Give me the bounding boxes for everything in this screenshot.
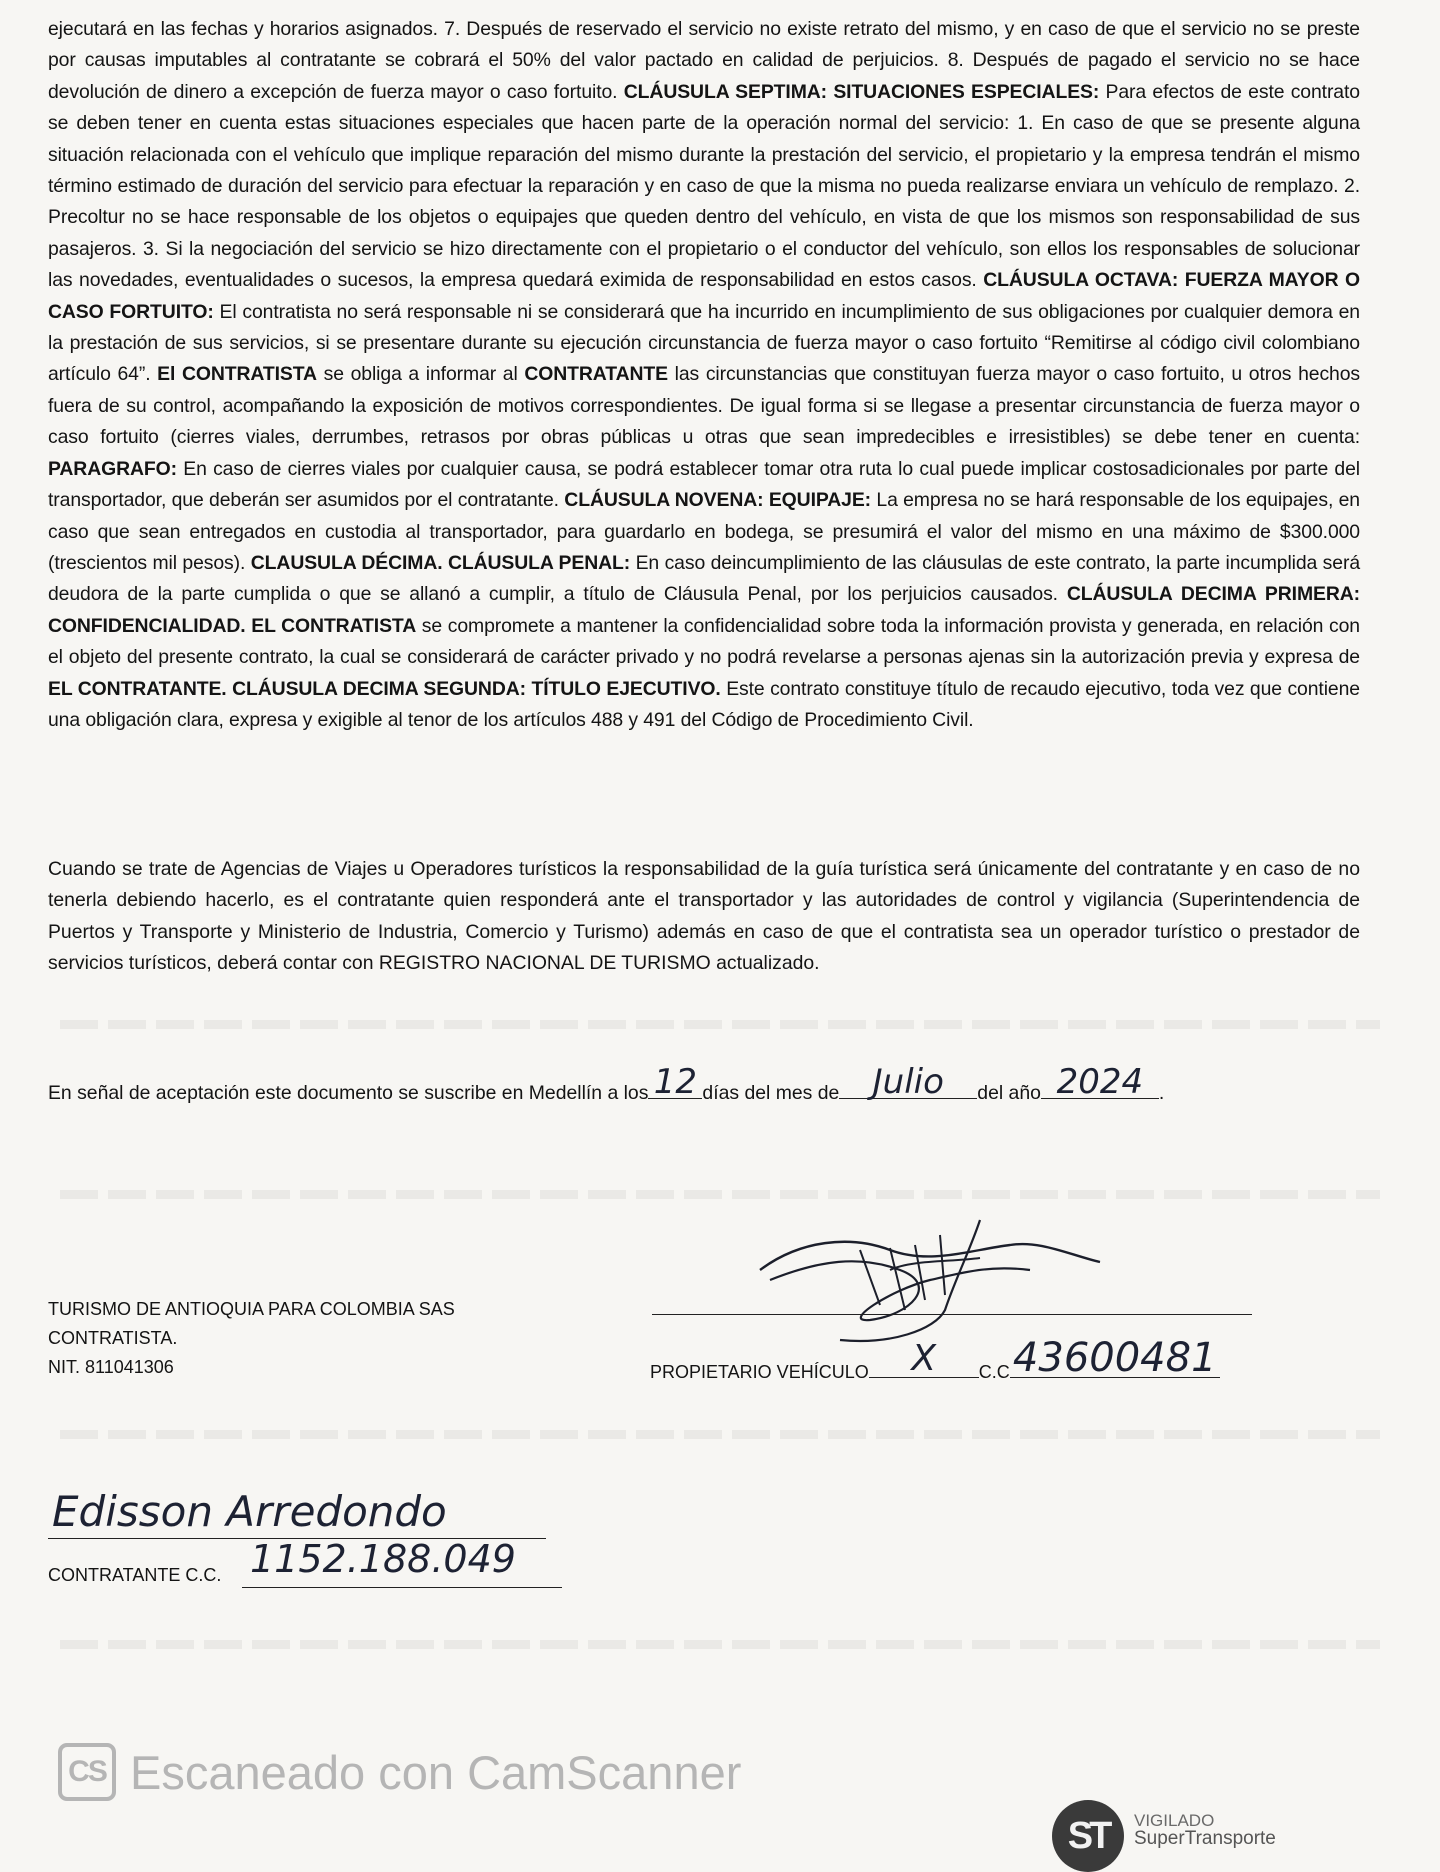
bleed-through — [60, 1430, 1380, 1439]
vigilado-line1: VIGILADO — [1134, 1811, 1215, 1830]
clause-heading-7: CLÁUSULA SEPTIMA: SITUACIONES ESPECIALES: — [623, 80, 1100, 103]
vigilado-text — [1134, 1812, 1276, 1848]
contratante-handwritten-name: Edisson Arredondo — [52, 1487, 447, 1536]
acceptance-line — [48, 1062, 1348, 1107]
clause-text: En caso de cierres viales por cualquier causa, se podrá establecer tomar otra ruta lo cual puede implicar costosadicionales por parte del transportador, que deberán ser asumidos por el contratante. — [48, 457, 1360, 512]
owner-label: PROPIETARIO VEHÍCULO — [650, 1362, 869, 1382]
bleed-through — [60, 1190, 1380, 1199]
acceptance-mid: del año — [977, 1082, 1041, 1104]
bleed-through — [60, 1640, 1380, 1649]
agencies-paragraph: Cuando se trate de Agencias de Viajes u Operadores turísticos la responsabilidad de la guía turística será únicamente del contratante y en caso de no tenerla debiendo hacerlo, es el contratante quien responderá ante el transportador y las autoridades de control y vigilancia (Superintendencia de Puertos y Transporte y Ministerio de Industria, Comercio y Turismo) además en caso de que el contratista sea un operador turístico o prestador de servicios turísticos, deberá contar con REGISTRO NACIONAL DE TURISMO actualizado. — [48, 858, 1360, 975]
contratante-label: CONTRATANTE C.C. — [48, 1565, 222, 1585]
clause-text: se compromete a mantener la confidencialidad sobre toda la información provista y generada, en relación con el objeto del presente contrato, la cual se considerará de carácter privado y no podrá revelarse a personas ajenas sin la autorización previa y expresa de — [48, 614, 1360, 669]
company-role: CONTRATISTA. — [48, 1328, 178, 1348]
clause-text: Para efectos de este contrato se deben tener en cuenta estas situaciones especiales que hacen parte de la operación normal del servicio: 1. En caso de que se presente alguna situación relacionada con el vehículo que implique reparación del mismo durante la prestación del servicio, el propietario y la empresa tendrán el mismo término estimado de duración del servicio para efectuar la reparación y en caso de que la misma no pueda realizarse enviara un vehículo de remplazo. 2. Precoltur no se hace responsable de los objetos o equipajes que queden dentro del vehículo, en vista de que los mismos son responsabilidad de sus pasajeros. 3. Si la negociación del servicio se hizo directamente con el propietario o el conductor del vehículo, son ellos los responsables de solucionar las novedades, eventualidades o sucesos, la empresa quedará eximida de responsabilidad en estos casos. — [48, 80, 1360, 292]
contratante-cc-value: 1152.188.049 — [250, 1537, 516, 1581]
party-name: CONTRATANTE — [524, 363, 668, 386]
acceptance-mid: días del mes de — [702, 1082, 840, 1104]
contract-clauses — [48, 14, 1360, 736]
clause-heading-8: CLÁUSULA OCTAVA: FUERZA MAYOR O CASO FORTUITO: — [48, 269, 1360, 323]
clause-text: La empresa no se hará responsable de los equipajes, en caso que sean entregados en custodia al transportador, para guardarlo en bodega, se presumirá el valor del mismo en una máximo de $300.000 (trescientos mil pesos). — [48, 489, 1360, 574]
owner-cc-value: 43600481 — [1012, 1335, 1217, 1381]
clause-text: se obliga a informar al — [323, 363, 518, 386]
supertransporte-seal — [1052, 1800, 1276, 1872]
owner-mark-field — [869, 1338, 979, 1379]
month-value: Julio — [872, 1062, 944, 1102]
clause-heading-9: CLÁUSULA NOVENA: EQUIPAJE: — [564, 489, 872, 512]
owner-cc-label: C.C — [978, 1362, 1010, 1382]
camscanner-logo-icon: CS — [58, 1743, 116, 1801]
vigilado-line2: SuperTransporte — [1134, 1828, 1276, 1849]
owner-mark: X — [911, 1338, 937, 1379]
owner-cc-field — [1010, 1335, 1220, 1381]
camscanner-watermark — [58, 1743, 741, 1801]
contractor-block — [48, 1295, 455, 1382]
year-field — [1041, 1062, 1159, 1102]
owner-row — [650, 1335, 1220, 1383]
clause-text: ejecutará en las fechas y horarios asignados. 7. Después de reservado el servicio no existe retrato del mismo, y en caso de que el servicio no se preste por causas imputables al contratante se cobrará el 50% del valor pactado en calidad de perjuicios. 8. Después de pagado el servicio no se hace devolución de dinero a excepción de fuerza mayor o caso fortuito. — [48, 18, 1360, 103]
clause-heading-10: CLAUSULA DÉCIMA. CLÁUSULA PENAL: — [250, 551, 631, 574]
camscanner-text: Escaneado con CamScanner — [130, 1745, 742, 1799]
contratante-cc-line — [242, 1587, 562, 1588]
supertransporte-logo-icon: ST — [1052, 1800, 1124, 1872]
contratante-row — [48, 1565, 221, 1586]
clause-heading-11: CLÁUSULA DECIMA PRIMERA: CONFIDENCIALIDAD. EL CONTRATISTA — [48, 583, 1360, 637]
party-name: EL CONTRATANTE. — [48, 677, 227, 700]
acceptance-prefix: En señal de aceptación este documento se suscribe en Medellín a los — [48, 1082, 649, 1104]
paragrafo-heading: PARAGRAFO: — [48, 457, 177, 480]
party-name: El CONTRATISTA — [157, 363, 317, 386]
month-field — [839, 1062, 977, 1102]
year-value: 2024 — [1056, 1062, 1144, 1102]
clause-text: El contratista no será responsable ni se considerará que ha incurrido en incumplimiento de sus obligaciones por cualquier demora en la prestación de sus servicios, si se presentare durante su ejecución circunstancia de fuerza mayor o caso fortuito “Remitirse al código civil colombiano artículo 64”. — [48, 300, 1360, 386]
clause-text: las circunstancias que constituyan fuerza mayor o caso fortuito, u otros hechos fuera de su control, acompañando la exposición de motivos correspondientes. De igual forma si se llegase a presentar circunstancia de fuerza mayor o caso fortuito (cierres viales, derrumbes, retrasos por obras públicas u otras que sean impredecibles e irresistibles) se debe tener en cuenta: — [48, 363, 1360, 449]
owner-signature-line — [652, 1314, 1252, 1315]
company-name: TURISMO DE ANTIOQUIA PARA COLOMBIA SAS — [48, 1299, 455, 1319]
clause-text: En caso deincumplimiento de las cláusulas de este contrato, la parte incumplida será deudora de la parte cumplida o que se allanó a cumplir, a título de Cláusula Penal, por los perjuicios causados. — [48, 551, 1361, 606]
clause-heading-12: CLÁUSULA DECIMA SEGUNDA: TÍTULO EJECUTIVO. — [232, 677, 721, 700]
day-value: 12 — [653, 1062, 698, 1102]
owner-signature — [740, 1210, 1120, 1350]
acceptance-end: . — [1158, 1082, 1165, 1104]
day-field — [648, 1062, 702, 1102]
clause-text: Este contrato constituye título de recaudo ejecutivo, toda vez que contiene una obligación clara, expresa y exigible al tenor de los artículos 488 y 491 del Código de Procedimiento Civil. — [48, 677, 1360, 731]
company-nit: NIT. 811041306 — [48, 1357, 174, 1377]
bleed-through — [60, 1020, 1380, 1029]
